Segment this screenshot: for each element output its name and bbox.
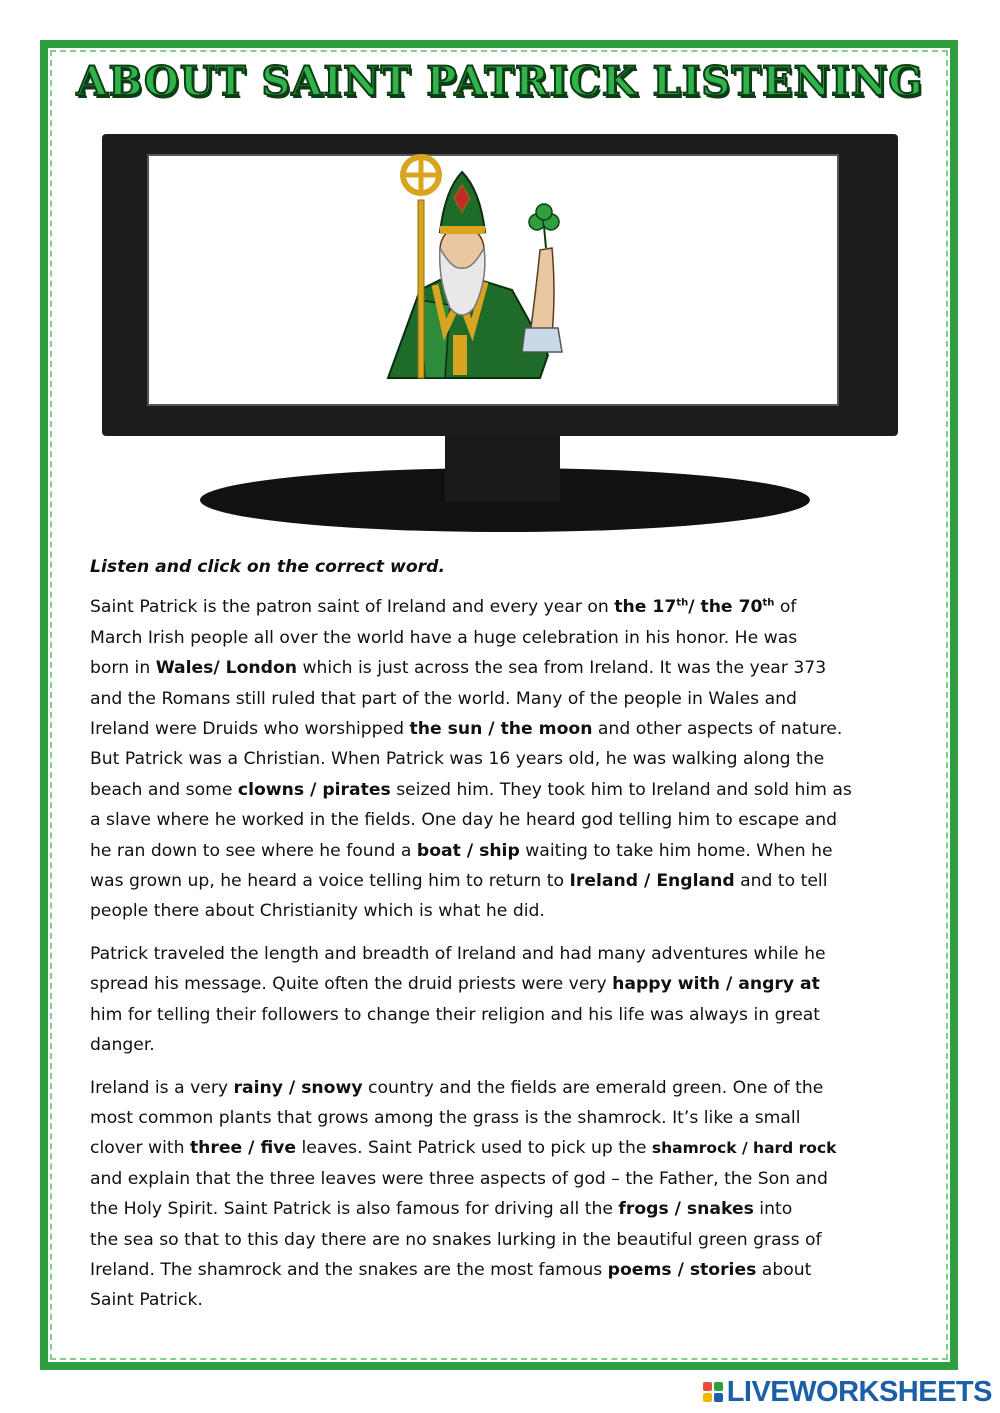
text-line [90,592,920,622]
text-line [90,1133,920,1163]
text-segment: and other aspects of nature. [592,719,843,740]
ordinal-superscript[interactable]: th [676,597,689,609]
text-segment: was grown up, he heard a voice telling him to return to [90,871,570,892]
logo-square-2 [714,1382,723,1391]
text-line [90,1164,920,1194]
text-segment: and to tell [734,871,828,892]
text-line [90,1194,920,1224]
text-segment: people there about Christianity which is what he did. [90,901,545,922]
text-segment: Ireland is a very [90,1077,234,1098]
tv-illustration [100,130,900,540]
logo-square-3 [703,1393,712,1402]
text-line [90,866,920,896]
text-segment: danger. [90,1035,155,1056]
text-segment: Ireland. The shamrock and the snakes are the most famous [90,1259,608,1280]
logo-text: LIVEWORKSHEETS [726,1375,992,1408]
text-segment: a slave where he worked in the fields. One day he heard god telling him to escape and [90,810,838,831]
text-segment: March Irish people all over the world have a huge celebration in his honor. He was [90,627,798,648]
answer-option[interactable]: frogs / snakes [618,1199,754,1220]
logo-square-1 [703,1382,712,1391]
answer-option[interactable]: boat / ship [416,840,520,861]
text-segment: beach and some [90,779,238,800]
text-segment: the sea so that to this day there are no snakes lurking in the beautiful green grass of [90,1229,822,1250]
text-line [90,896,920,926]
worksheet-text [90,552,920,1328]
text-segment: waiting to take him home. When he [519,840,833,861]
text-segment: him for telling their followers to change their religion and his life was always in great [90,1004,821,1025]
text-segment: and explain that the three leaves were three aspects of god – the Father, the Son and [90,1168,828,1189]
answer-option[interactable]: Ireland / England [569,871,735,892]
answer-option[interactable]: rainy / snowy [233,1077,363,1098]
text-segment: most common plants that grows among the grass is the shamrock. It’s like a small [90,1107,801,1128]
answer-option[interactable]: clowns / pirates [237,779,391,800]
answer-option[interactable]: happy with / angry at [612,974,820,995]
liveworksheets-logo [703,1377,992,1407]
text-line [90,1073,920,1103]
text-line [90,1285,920,1315]
answer-option[interactable]: Wales/ London [155,658,298,679]
answer-option[interactable]: shamrock / hard rock [651,1139,837,1158]
text-line [90,1000,920,1030]
text-segment: the Holy Spirit. Saint Patrick is also famous for driving all the [90,1199,619,1220]
text-line [90,684,920,714]
ordinal-superscript[interactable]: th [762,597,775,609]
text-line [90,1103,920,1133]
text-segment: into [753,1199,793,1220]
text-line [90,623,920,653]
answer-option[interactable]: / the 70 [688,597,763,618]
tv-stand-neck [445,430,560,502]
text-line [90,653,920,683]
text-line [90,714,920,744]
text-segment: and the Romans still ruled that part of the world. Many of the people in Wales and [90,688,797,709]
text-segment: spread his message. Quite often the druid priests were very [90,974,613,995]
paragraph [90,939,920,1061]
text-line [90,775,920,805]
text-segment: Ireland were Druids who worshipped [90,719,410,740]
text-line [90,1255,920,1285]
paragraph [90,1073,920,1316]
text-segment: of [774,597,797,618]
text-segment: about [756,1259,812,1280]
text-segment: But Patrick was a Christian. When Patrick was 16 years old, he was walking along the [90,749,825,770]
instruction: Listen and click on the correct word. [90,557,445,577]
text-line [90,836,920,866]
text-segment: clover with [90,1138,190,1159]
text-line [90,744,920,774]
text-segment: which is just across the sea from Ireland. It was the year 373 [297,658,827,679]
logo-mark-icon [703,1382,723,1402]
answer-option[interactable]: the 17 [614,597,677,618]
text-line [90,805,920,835]
text-segment: leaves. Saint Patrick used to pick up the [296,1138,652,1159]
paragraphs [90,592,920,1315]
answer-option[interactable]: the sun / the moon [409,719,593,740]
logo-square-4 [714,1393,723,1402]
text-line [90,939,920,969]
text-segment: Patrick traveled the length and breadth of Ireland and had many adventures while he [90,943,826,964]
answer-option[interactable]: poems / stories [607,1259,757,1280]
paragraph [90,592,920,926]
text-segment: born in [90,658,156,679]
answer-option[interactable]: three / five [189,1138,297,1159]
text-segment: Saint Patrick. [90,1290,203,1311]
text-segment: he ran down to see where he found a [90,840,417,861]
text-segment: seized him. They took him to Ireland and sold him as [390,779,852,800]
text-segment: country and the fields are emerald green. One of the [362,1077,824,1098]
text-line [90,969,920,999]
text-line [90,1225,920,1255]
text-segment: Saint Patrick is the patron saint of Ireland and every year on [90,597,615,618]
page-title: ABOUT SAINT PATRICK LISTENING [76,58,924,105]
text-line [90,1030,920,1060]
